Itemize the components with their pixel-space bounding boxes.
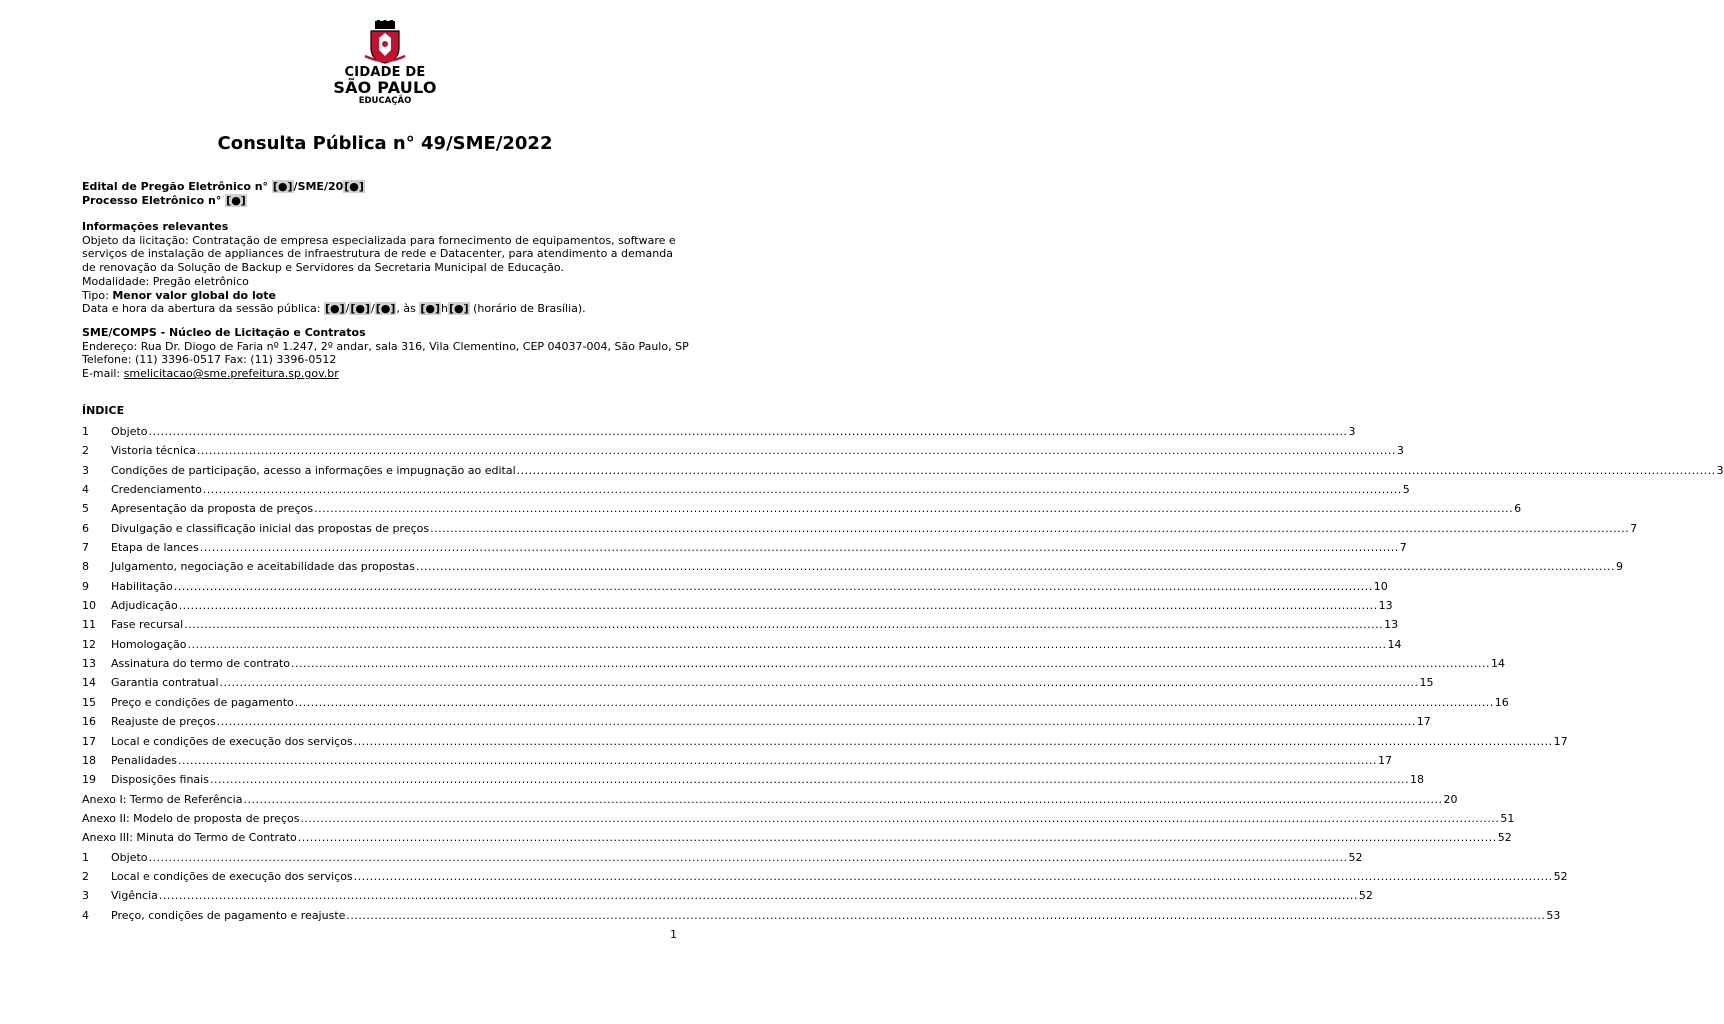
toc-entry-label: Assinatura do termo de contrato xyxy=(111,657,290,671)
contact-block xyxy=(82,326,689,381)
toc-entry[interactable] xyxy=(82,828,1512,847)
toc-entry[interactable] xyxy=(82,886,1373,905)
logo-city-label: CIDADE DE xyxy=(344,65,426,80)
toc-entry-number: 6 xyxy=(82,521,89,535)
toc-entry-page: 51 xyxy=(1500,811,1515,825)
toc-entry-label: Anexo III: Minuta do Termo de Contrato xyxy=(82,831,297,845)
toc-entry[interactable] xyxy=(82,867,1568,886)
toc-entry-page: 18 xyxy=(1409,773,1424,787)
toc-entry-label: Credenciamento xyxy=(111,483,202,497)
toc-leader-dots: ............................................................................................................................................................................................................................................................................................................ xyxy=(314,502,1514,516)
toc-entry-page: 13 xyxy=(1378,599,1393,613)
toc-entry[interactable] xyxy=(82,441,1404,460)
toc-entry-number: 3 xyxy=(82,463,89,477)
toc-entry-label: Objeto xyxy=(111,425,148,438)
toc-leader-dots: ............................................................................................................................................................................................................................................................................................................ xyxy=(416,560,1616,574)
toc-entry-label: Local e condições de execução dos serviços xyxy=(111,869,353,883)
toc-entry[interactable] xyxy=(82,906,1561,925)
toc-entry-page: 6 xyxy=(1514,502,1522,516)
toc-entry[interactable] xyxy=(82,557,1624,576)
toc-entry-page: 17 xyxy=(1416,715,1431,729)
toc-entry[interactable] xyxy=(82,538,1407,557)
toc-leader-dots: ............................................................................................................................................................................................................................................................................................................ xyxy=(196,444,1396,458)
toc-entry[interactable] xyxy=(82,519,1638,538)
toc-leader-dots: ............................................................................................................................................................................................................................................................................................................ xyxy=(290,657,1490,671)
toc-entry[interactable] xyxy=(82,654,1505,673)
objeto-line-3: de renovação da Solução de Backup e Servidores da Secretaria Municipal de Educação. xyxy=(82,261,564,275)
toc-entry-label: Apresentação da proposta de preços xyxy=(111,502,314,516)
toc-leader-dots: ............................................................................................................................................................................................................................................................................................................ xyxy=(353,734,1553,748)
toc-entry-page: 17 xyxy=(1378,753,1393,767)
toc-entry-label: Objeto xyxy=(111,850,148,864)
toc-entry-page: 20 xyxy=(1443,792,1458,806)
toc-leader-dots: ............................................................................................................................................................................................................................................................................................................ xyxy=(199,541,1399,555)
contact-address: Endereço: Rua Dr. Diogo de Faria nº 1.247, 2º andar, sala 316, Vila Clementino, CEP 04037-004, São Paulo, SP xyxy=(82,339,689,353)
toc-entry-label: Anexo I: Termo de Referência xyxy=(82,792,243,806)
tipo xyxy=(82,289,682,303)
toc-entry[interactable] xyxy=(82,732,1568,751)
contact-email xyxy=(82,367,682,381)
toc-entry-page: 7 xyxy=(1630,521,1638,535)
toc-entry-page: 3 xyxy=(1348,425,1356,438)
toc-entry-number: 4 xyxy=(82,483,89,497)
toc-entry[interactable] xyxy=(82,615,1399,634)
toc-entry[interactable] xyxy=(82,577,1388,596)
process-number: Processo Eletrônico n° [●] xyxy=(82,193,246,207)
toc-entry-page: 5 xyxy=(1402,483,1410,497)
toc-entry-label: Disposições finais xyxy=(111,773,209,787)
toc-entry[interactable] xyxy=(82,673,1434,692)
toc-leader-dots: ............................................................................................................................................................................................................................................................................................................ xyxy=(297,831,1497,845)
toc-entry[interactable] xyxy=(82,790,1458,809)
toc-entry-page: 52 xyxy=(1348,850,1363,864)
toc-entry-label: Preço, condições de pagamento e reajuste xyxy=(111,908,346,922)
toc-entry-page: 53 xyxy=(1546,908,1561,922)
toc-entry-label: Fase recursal xyxy=(111,618,184,632)
toc-leader-dots: ............................................................................................................................................................................................................................................................................................................ xyxy=(353,869,1553,883)
toc-entry[interactable] xyxy=(82,809,1515,828)
toc-entry-number: 13 xyxy=(82,657,96,671)
toc-leader-dots: ............................................................................................................................................................................................................................................................................................................ xyxy=(219,676,1419,690)
toc-entry-label: Local e condições de execução dos serviços xyxy=(111,734,353,748)
toc-entry-number: 10 xyxy=(82,599,96,613)
toc-entry-number: 18 xyxy=(82,753,96,767)
toc-entry-number: 1 xyxy=(82,425,89,438)
logo-city-name: SÃO PAULO xyxy=(333,78,437,97)
toc-entry-page: 52 xyxy=(1358,889,1373,903)
toc-leader-dots: ............................................................................................................................................................................................................................................................................................................ xyxy=(300,811,1500,825)
toc-entry-label: Habilitação xyxy=(111,579,173,593)
toc-entry-page: 15 xyxy=(1419,676,1434,690)
toc-entry-page: 52 xyxy=(1553,869,1568,883)
email-link[interactable]: smelicitacao@sme.prefeitura.sp.gov.br xyxy=(123,367,339,381)
toc-leader-dots: ............................................................................................................................................................................................................................................................................................................ xyxy=(202,483,1402,497)
contact-heading: SME/COMPS - Núcleo de Licitação e Contratos xyxy=(82,326,366,339)
toc-leader-dots: ............................................................................................................................................................................................................................................................................................................ xyxy=(516,463,1716,477)
objeto-line-1: Objeto da licitação: Contratação de empresa especializada para fornecimento de equipamentos, software e xyxy=(82,233,676,247)
toc-leader-dots: ............................................................................................................................................................................................................................................................................................................ xyxy=(209,773,1409,787)
toc-entry-label: Preço e condições de pagamento xyxy=(111,695,294,709)
toc-entry[interactable] xyxy=(82,499,1522,518)
toc-entry-label: Homologação xyxy=(111,637,187,651)
toc-entry[interactable] xyxy=(82,596,1393,615)
toc-entry[interactable] xyxy=(82,770,1424,789)
toc-entry-number: 16 xyxy=(82,715,96,729)
toc-entry-page: 3 xyxy=(1716,463,1724,477)
toc-entry-number: 2 xyxy=(82,444,89,458)
contact-phone: Telefone: (11) 3396-0517 Fax: (11) 3396-0512 xyxy=(82,353,337,367)
toc-entry[interactable] xyxy=(82,712,1431,731)
toc-entry-number: 15 xyxy=(82,695,96,709)
toc-entry-number: 19 xyxy=(82,773,96,787)
toc-entry[interactable] xyxy=(82,635,1402,654)
info-block xyxy=(82,220,682,316)
toc-entry-number: 1 xyxy=(82,850,89,864)
toc-entry-page: 14 xyxy=(1387,637,1402,651)
toc-entry-label: Penalidades xyxy=(111,753,178,767)
toc-leader-dots: ............................................................................................................................................................................................................................................................................................................ xyxy=(148,425,1348,438)
modalidade: Modalidade: Pregão eletrônico xyxy=(82,274,249,288)
toc-leader-dots: ............................................................................................................................................................................................................................................................................................................ xyxy=(187,637,1387,651)
toc-entry[interactable] xyxy=(82,848,1363,867)
toc-leader-dots: ............................................................................................................................................................................................................................................................................................................ xyxy=(430,521,1630,535)
toc-entry-number: 7 xyxy=(82,541,89,555)
toc-leader-dots: ............................................................................................................................................................................................................................................................................................................ xyxy=(178,599,1378,613)
toc-entry-number: 3 xyxy=(82,889,89,903)
toc-entry-page: 10 xyxy=(1373,579,1388,593)
toc-entry-page: 16 xyxy=(1494,695,1509,709)
toc-leader-dots: ............................................................................................................................................................................................................................................................................................................ xyxy=(148,850,1348,864)
toc-entry-number: 9 xyxy=(82,579,89,593)
toc-heading: ÍNDICE xyxy=(82,404,125,417)
session-date: Data e hora da abertura da sessão pública: [●]/[●]/[●], às [●]h[●] (horário de Brasília). xyxy=(82,302,586,316)
tipo-value: Menor valor global do lote xyxy=(112,288,276,302)
toc-entry-number: 12 xyxy=(82,637,96,651)
toc-entry[interactable] xyxy=(82,461,1724,480)
coat-of-arms-icon xyxy=(362,20,408,64)
toc-entry-page: 9 xyxy=(1616,560,1624,574)
toc-leader-dots: ............................................................................................................................................................................................................................................................................................................ xyxy=(294,695,1494,709)
toc-entry-number: 8 xyxy=(82,560,89,574)
toc-entry-label: Garantia contratual xyxy=(111,676,219,690)
toc-entry[interactable] xyxy=(82,693,1509,712)
toc-leader-dots: ............................................................................................................................................................................................................................................................................................................ xyxy=(216,715,1416,729)
toc-leader-dots: ............................................................................................................................................................................................................................................................................................................ xyxy=(158,889,1358,903)
toc-entry-number: 14 xyxy=(82,676,96,690)
toc-entry-page: 7 xyxy=(1399,541,1407,555)
city-logo xyxy=(300,20,470,107)
toc-entry-page: 13 xyxy=(1384,618,1399,632)
info-heading: Informações relevantes xyxy=(82,220,229,233)
toc-entry-label: Vistoria técnica xyxy=(111,444,196,458)
edital-block xyxy=(82,180,682,207)
toc-entry[interactable] xyxy=(82,480,1410,499)
toc-entry-label: Etapa de lances xyxy=(111,541,199,555)
toc-entry-number: 17 xyxy=(82,734,96,748)
toc-entry-label: Vigência xyxy=(111,889,158,903)
toc-entry-number: 11 xyxy=(82,618,96,632)
toc-entry-label: Reajuste de preços xyxy=(111,715,216,729)
toc-entry[interactable] xyxy=(82,751,1393,770)
toc-entry[interactable] xyxy=(82,422,1356,441)
document-title: Consulta Pública n° 49/SME/2022 xyxy=(217,133,553,154)
toc-leader-dots: ............................................................................................................................................................................................................................................................................................................ xyxy=(184,618,1384,632)
toc-entry-number: 2 xyxy=(82,869,89,883)
tipo-prefix: Tipo: xyxy=(82,288,113,302)
toc-entry-page: 52 xyxy=(1497,831,1512,845)
toc-leader-dots: ............................................................................................................................................................................................................................................................................................................ xyxy=(243,792,1443,806)
toc-entry-number: 4 xyxy=(82,908,89,922)
page-number: 1 xyxy=(670,928,677,941)
edital-number: Edital de Pregão Eletrônico n° [●]/SME/20[●] xyxy=(82,180,364,193)
objeto-line-2: serviços de instalação de appliances de infraestrutura de rede e Datacenter, para atendimento a demanda xyxy=(82,247,673,261)
toc-entry-label: Julgamento, negociação e aceitabilidade das propostas xyxy=(111,560,416,574)
toc-leader-dots: ............................................................................................................................................................................................................................................................................................................ xyxy=(178,753,1378,767)
toc-entry-label: Divulgação e classificação inicial das propostas de preços xyxy=(111,521,430,535)
toc-leader-dots: ............................................................................................................................................................................................................................................................................................................ xyxy=(346,908,1546,922)
toc-entry-label: Anexo II: Modelo de proposta de preços xyxy=(82,811,300,825)
toc-entry-page: 17 xyxy=(1553,734,1568,748)
toc-entry-page: 14 xyxy=(1490,657,1505,671)
toc-entry-label: Condições de participação, acesso a informações e impugnação ao edital xyxy=(111,463,516,477)
toc-entry-number: 5 xyxy=(82,502,89,516)
email-prefix: E-mail: xyxy=(82,367,124,381)
logo-department: EDUCAÇÃO xyxy=(358,96,412,106)
toc-entry-page: 3 xyxy=(1396,444,1404,458)
table-of-contents xyxy=(82,422,1724,925)
toc-entry-label: Adjudicação xyxy=(111,599,178,613)
toc-leader-dots: ............................................................................................................................................................................................................................................................................................................ xyxy=(173,579,1373,593)
